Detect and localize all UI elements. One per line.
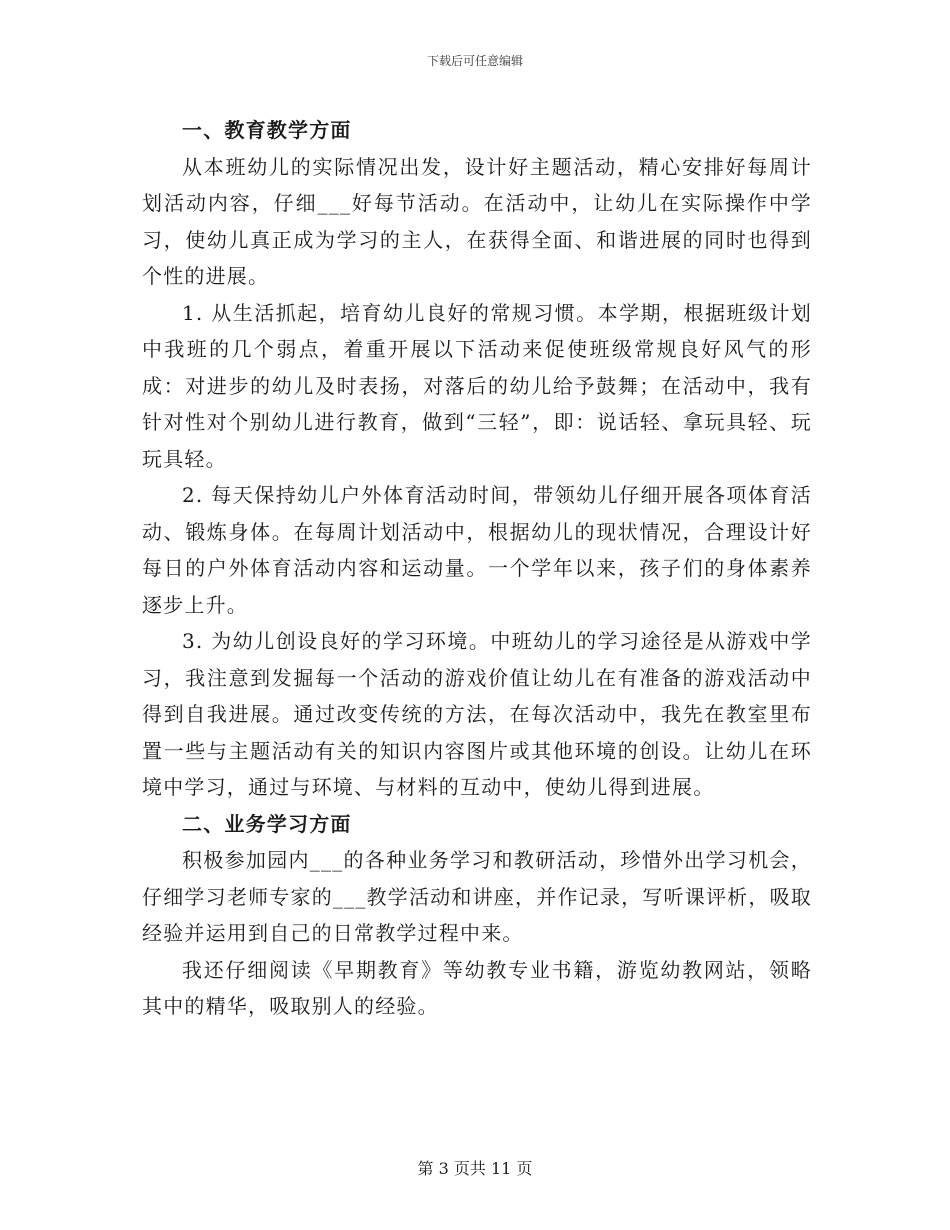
- section-heading-education: 一、教育教学方面: [182, 118, 352, 142]
- paragraph: 从本班幼儿的实际情况出发，设计好主题活动，精心安排好每周计划活动内容，仔细___好每节活动。在活动中，让幼儿在实际操作中学习，使幼儿真正成为学习的主人，在获得全面、和谐进展的同时也得到个性的进展。: [142, 154, 812, 288]
- paragraph: 3. 为幼儿创设良好的学习环境。中班幼儿的学习途径是从游戏中学习，我注意到发掘每一个活动的游戏价值让幼儿在有准备的游戏活动中得到自我进展。通过改变传统的方法，在每次活动中，我先在教室里布置一些与主题活动有关的知识内容图片或其他环境的创设。让幼儿在环境中学习，通过与环境、与材料的互动中，使幼儿得到进展。: [142, 629, 812, 799]
- paragraph: 我还仔细阅读《早期教育》等幼教专业书籍，游览幼教网站，领略其中的精华，吸取别人的经验。: [142, 957, 812, 1018]
- page-number: 第 3 页共 11 页: [417, 1159, 533, 1178]
- section-heading-business-study: 二、业务学习方面: [182, 811, 352, 836]
- header-note: 下载后可任意编辑: [426, 54, 523, 68]
- paragraph: 2. 每天保持幼儿户外体育活动时间，带领幼儿仔细开展各项体育活动、锻炼身体。在每周计划活动中，根据幼儿的现状情况，合理设计好每日的户外体育活动内容和运动量。一个学年以来，孩子们的身体素养逐步上升。: [142, 483, 812, 617]
- paragraph: 1. 从生活抓起，培育幼儿良好的常规习惯。本学期，根据班级计划中我班的几个弱点，着重开展以下活动来促使班级常规良好风气的形成：对进步的幼儿及时表扬，对落后的幼儿给予鼓舞；在活动中，我有针对性对个别幼儿进行教育，做到“三轻”，即：说话轻、拿玩具轻、玩玩具轻。: [142, 300, 812, 471]
- paragraph: 积极参加园内___的各种业务学习和教研活动，珍惜外出学习机会，仔细学习老师专家的___教学活动和讲座，并作记录，写听课评析，吸取经验并运用到自己的日常教学过程中来。: [142, 848, 812, 945]
- document-body: [142, 112, 812, 1025]
